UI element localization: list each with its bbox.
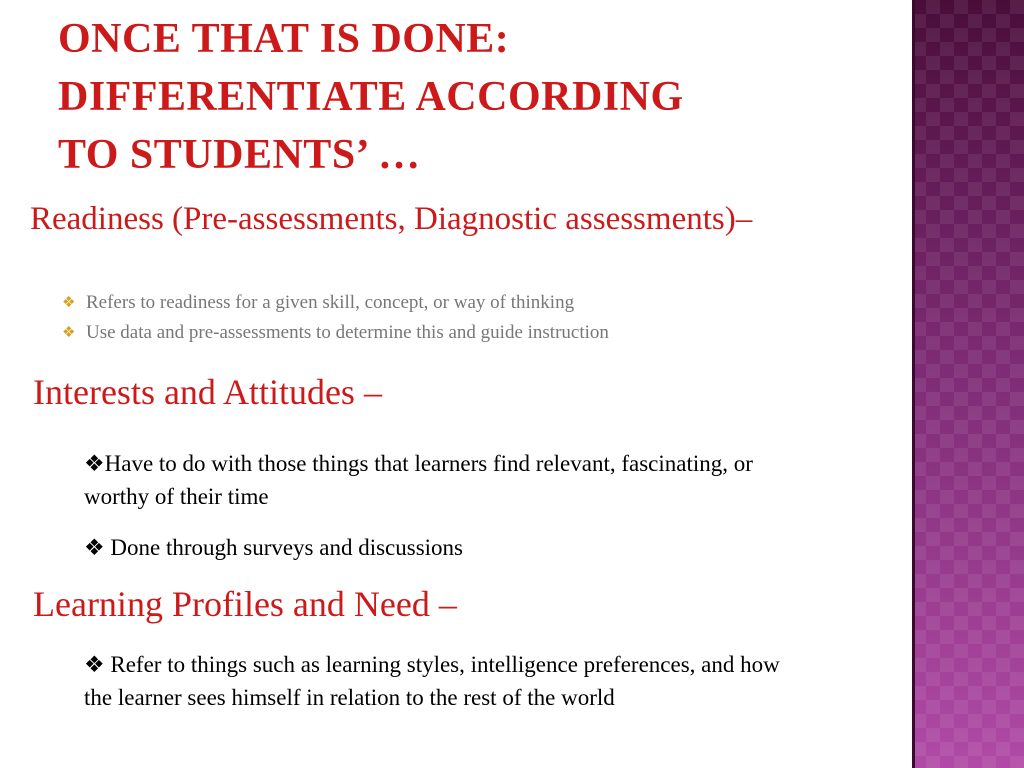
interests-bullet-2: Done through surveys and discussions <box>104 535 464 560</box>
decorative-side-panel <box>912 0 1024 768</box>
list-item <box>62 288 609 318</box>
interests-bullet-1: Have to do with those things that learners find relevant, fascinating, or worthy of their time <box>84 451 753 509</box>
diamond-four-icon: ❖ <box>84 652 105 677</box>
slide-title <box>58 10 858 184</box>
interests-bullet-2-block <box>84 531 804 564</box>
title-line-1: ONCE THAT IS DONE: <box>58 16 510 62</box>
interests-bullet-1-block <box>84 447 804 513</box>
list-item <box>62 318 609 348</box>
readiness-bullet-1: Refers to readiness for a given skill, concept, or way of thinking <box>86 292 575 313</box>
profiles-bullet-1-block <box>84 648 804 714</box>
title-line-2: DIFFERENTIATE ACCORDING <box>58 74 684 120</box>
side-panel-edge <box>912 0 915 768</box>
title-line-3: TO STUDENTS’ … <box>58 132 421 178</box>
readiness-bullet-list <box>62 288 609 348</box>
profiles-heading: Learning Profiles and Need – <box>33 584 457 624</box>
interests-heading: Interests and Attitudes – <box>33 372 382 412</box>
diamond-four-icon: ❖ <box>62 295 76 311</box>
diamond-four-icon: ❖ <box>62 325 76 341</box>
readiness-heading: Readiness (Pre-assessments, Diagnostic assessments)– <box>30 201 753 237</box>
profiles-bullet-1: Refer to things such as learning styles, intelligence preferences, and how the learner sees himself in relation to the rest of the world <box>84 652 780 710</box>
diamond-four-icon: ❖ <box>84 451 105 476</box>
diamond-four-icon: ❖ <box>84 535 105 560</box>
readiness-bullet-2: Use data and pre-assessments to determine this and guide instruction <box>86 322 609 343</box>
